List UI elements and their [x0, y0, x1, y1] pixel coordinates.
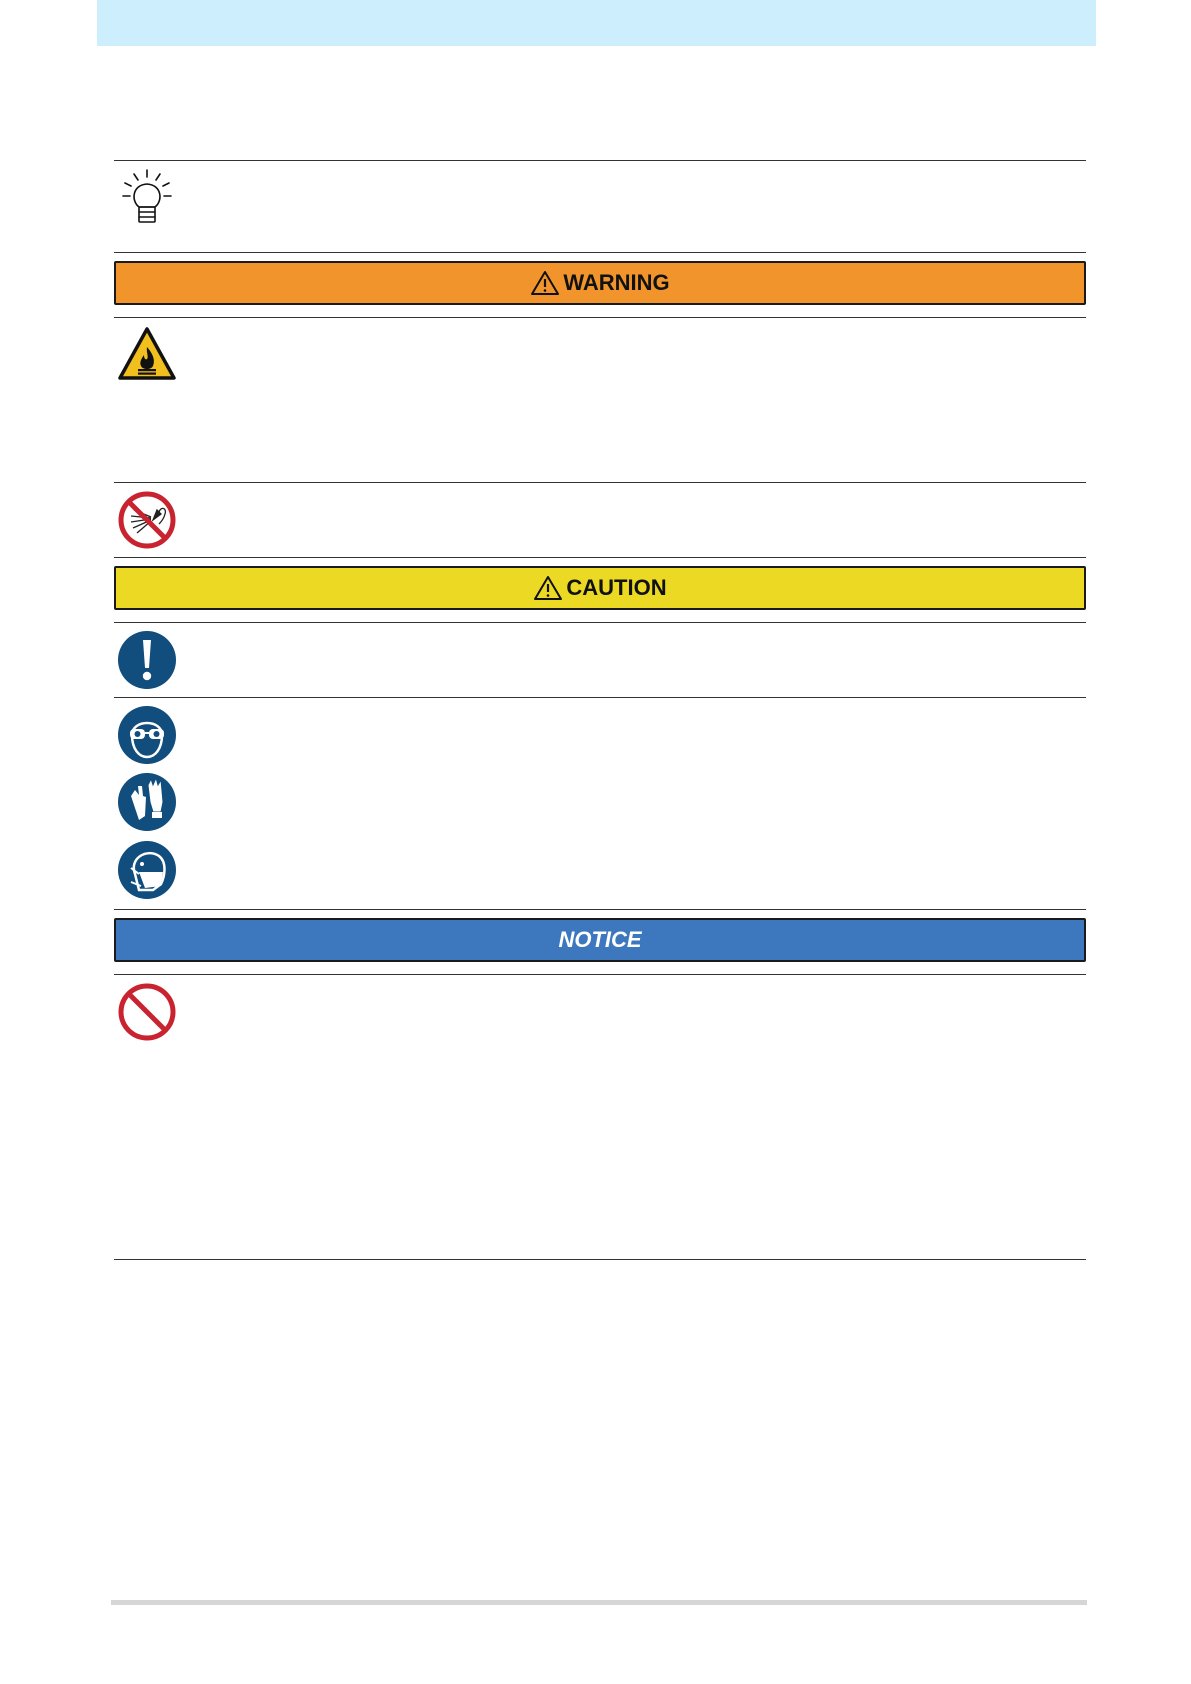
section-rule [114, 697, 1086, 698]
caution-triangle-icon [533, 575, 563, 601]
section-rule [114, 622, 1086, 623]
section-rule [114, 909, 1086, 910]
warning-label: WARNING [563, 270, 670, 295]
prohibition-icon [117, 982, 177, 1042]
section-rule [114, 317, 1086, 318]
section-rule [114, 557, 1086, 558]
caution-banner [114, 566, 1086, 610]
flammable-warning-icon [117, 325, 177, 385]
mandatory-action-icon [117, 630, 177, 690]
wear-safety-goggles-icon [117, 705, 177, 765]
no-water-spray-icon [117, 490, 177, 550]
section-rule [114, 160, 1086, 161]
section-rule [114, 482, 1086, 483]
section-rule [114, 252, 1086, 253]
caution-label: CAUTION [566, 575, 667, 600]
section-rule [114, 1259, 1086, 1260]
warning-triangle-icon [530, 270, 560, 296]
notice-label: NOTICE [558, 927, 642, 952]
section-rule [114, 974, 1086, 975]
lightbulb-hint-icon [117, 167, 177, 227]
notice-banner [114, 918, 1086, 962]
header-band [97, 0, 1096, 46]
wear-mask-icon [117, 840, 177, 900]
wear-protective-gloves-icon [117, 772, 177, 832]
warning-banner [114, 261, 1086, 305]
footer-rule [111, 1600, 1087, 1605]
